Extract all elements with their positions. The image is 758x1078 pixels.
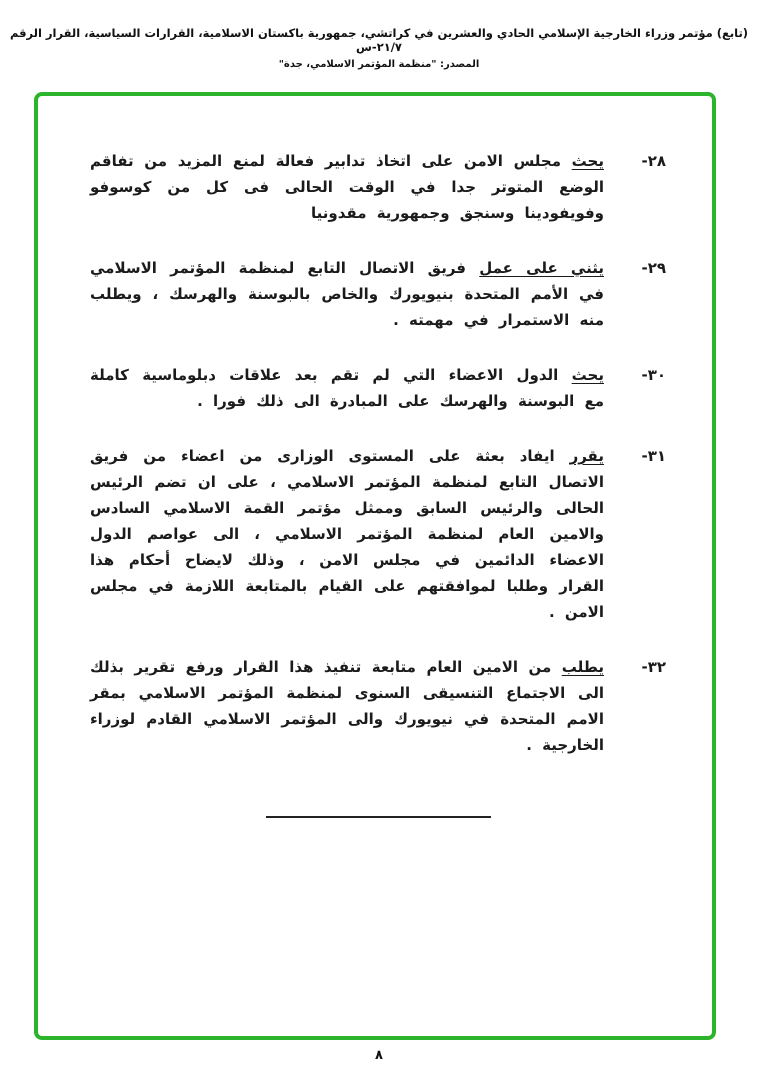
paragraph-rest: ايفاد بعثة على المستوى الوزارى من اعضاء من فريق الاتصال التابع لمنظمة المؤتمر الاسلامي ، على ان تضم الرئيس الحالى والرئيس السابق وممثل مؤتمر القمة الاسلامي السادس والامين العام لمنظمة المؤتمر الاسلامي ، الى عواصم الدول الاعضاء الدائمين في مجلس الامن ، وذلك لايضاح أحكام هذا القرار وطلبا لموافقتهم على القيام بالمتابعة اللازمة في مجلس الامن . <box>90 447 604 621</box>
paragraph-number: ٢٩- <box>641 259 666 277</box>
paragraph-rest: مجلس الامن على اتخاذ تدابير فعالة لمنع المزيد من تفاقم الوضع المتوتر جدا في الوقت الحالى فى كل من كوسوفو وفويفودينا وسنجق وجمهورية مقدونيا <box>90 152 604 222</box>
paragraph-lead: يطلب <box>561 658 604 676</box>
paragraph-lead: يقرر <box>569 447 604 465</box>
paragraph <box>90 255 666 333</box>
paragraph-text <box>90 255 604 333</box>
paragraph <box>90 443 666 625</box>
document-header <box>0 26 758 70</box>
paragraph-lead: يحث <box>571 366 604 384</box>
paragraph-text <box>90 443 604 625</box>
paragraph-text <box>90 654 604 758</box>
paragraph-rest: الدول الاعضاء التي لم تقم بعد علاقات دبلوماسية كاملة مع البوسنة والهرسك على المبادرة الى ذلك فورا . <box>90 366 604 410</box>
paragraph <box>90 362 666 414</box>
page-number: ٨ <box>375 1048 383 1063</box>
paragraph-number: ٣٢- <box>641 658 666 676</box>
signature-divider-line <box>266 816 491 818</box>
paragraph-rest: من الامين العام متابعة تنفيذ هذا القرار ورفع تقرير بذلك الى الاجتماع التنسيقى السنوى لمنظمة المؤتمر الاسلامي بمقر الامم المتحدة في نيويورك والى المؤتمر الاسلامي القادم لوزراء الخارجية . <box>90 658 604 754</box>
paragraph-text <box>90 148 604 226</box>
paragraph-text <box>90 362 604 414</box>
page-border <box>34 92 716 1040</box>
paragraph-number: ٣١- <box>641 447 666 465</box>
document-body <box>90 148 666 818</box>
header-source: المصدر: "منظمة المؤتمر الاسلامي، جدة" <box>278 59 480 70</box>
paragraph-number: ٣٠- <box>641 366 666 384</box>
paragraph-number: ٢٨- <box>641 152 666 170</box>
header-title: (تابع) مؤتمر وزراء الخارجية الإسلامي الحادي والعشرين في كراتشي، جمهورية باكستان الاسلامية، القرارات السياسية، القرار الرقم ٢١/٧-س <box>9 26 749 54</box>
paragraph-lead: يثني على عمل <box>479 259 604 277</box>
paragraph-rest: فريق الاتصال التابع لمنظمة المؤتمر الاسلامي في الأمم المتحدة بنيويورك والخاص بالبوسنة والهرسك ، ويطلب منه الاستمرار في مهمته . <box>90 259 604 329</box>
paragraph <box>90 654 666 758</box>
paragraph <box>90 148 666 226</box>
paragraph-lead: يحث <box>571 152 604 170</box>
